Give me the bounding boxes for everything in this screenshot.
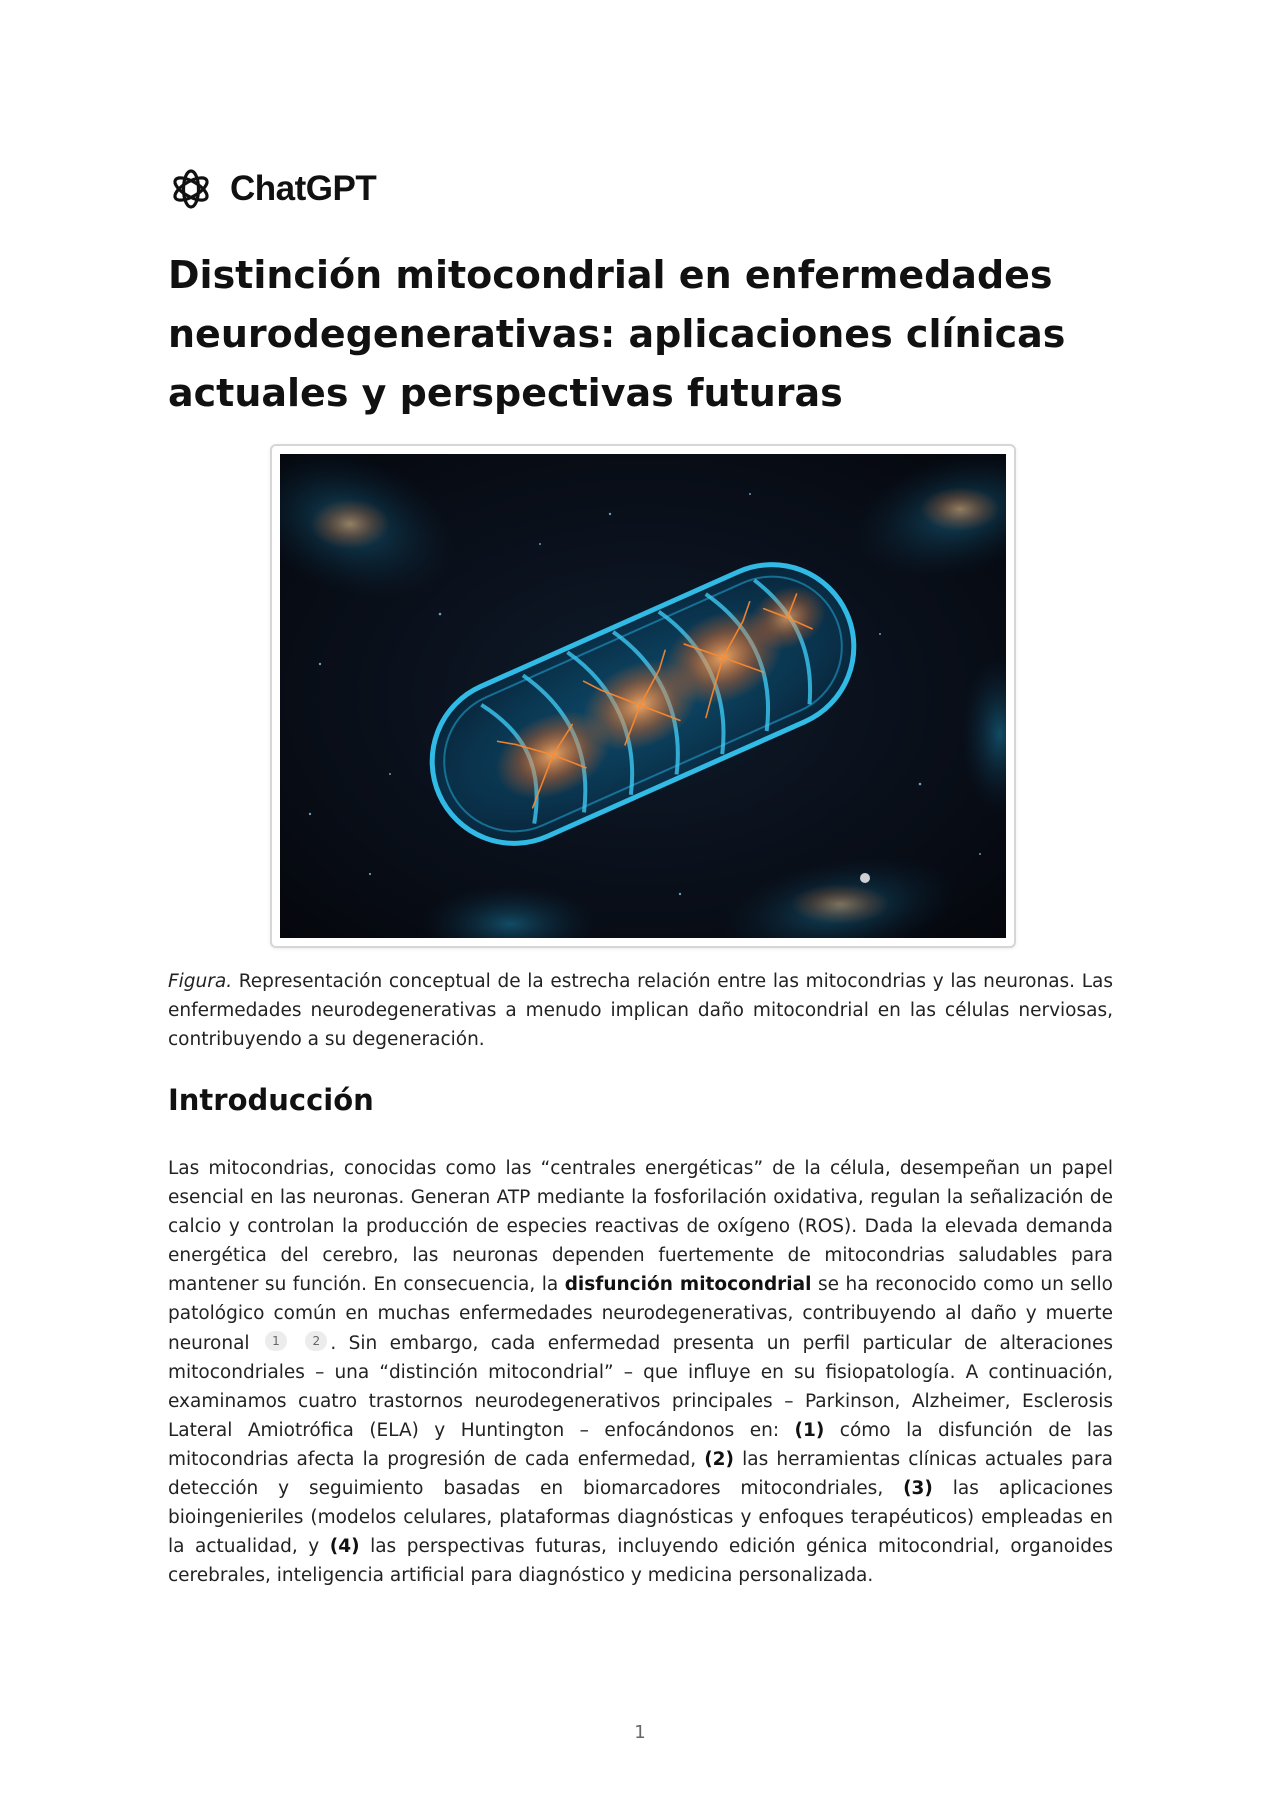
list-number-4: (4) bbox=[329, 1536, 360, 1558]
list-number-3: (3) bbox=[903, 1478, 933, 1500]
intro-text-part: . Sin embargo, cada enfermedad presenta un perfil particular de alteraciones mitocondriales – una “distinción mitocondrial” – que influye en su fisiopatología. A continuación, examinamos cuatro trastornos neurodegenerativos principales – Parkinson, Alzheimer, Esclerosis Lateral Amiotrófica (ELA) y Huntington – enfocándonos en: bbox=[168, 1332, 1113, 1441]
intro-text-part: se ha reconocido como un sello patológico común en muchas enfermedades neurodegenerativas, contribuyendo al daño y muerte neuronal bbox=[168, 1274, 1113, 1354]
figure-caption bbox=[168, 967, 1113, 1054]
intro-paragraph bbox=[168, 1154, 1113, 1590]
intro-bold-term: disfunción mitocondrial bbox=[564, 1274, 812, 1296]
mitochondria-illustration bbox=[280, 454, 1006, 938]
intro-text-part: las aplicaciones bioingenieriles (modelos celulares, plataformas diagnósticas y enfoques terapéuticos) empleadas en la actualidad, y bbox=[168, 1478, 1113, 1558]
page-number: 1 bbox=[634, 1722, 646, 1743]
openai-knot-logo-icon bbox=[168, 166, 214, 212]
figure-caption-text: Representación conceptual de la estrecha relación entre las mitocondrias y las neuronas. Las enfermedades neurodegenerativas a menudo implican daño mitocondrial en las células nerviosas, contribuyendo a su degeneración. bbox=[168, 971, 1113, 1050]
brand-name: ChatGPT bbox=[230, 169, 377, 208]
figure-frame bbox=[270, 444, 1016, 948]
intro-text-part: Las mitocondrias, conocidas como las “centrales energéticas” de la célula, desempeñan un papel esencial en las neuronas. Generan ATP mediante la fosforilación oxidativa, regulan la señalización de calcio y controlan la producción de especies reactivas de oxígeno (ROS). Dada la elevada demanda energética del cerebro, las neuronas dependen fuertemente de mitocondrias saludables para mantener su función. En consecuencia, la bbox=[168, 1158, 1113, 1296]
section-heading-introduccion: Introducción bbox=[168, 1083, 374, 1117]
list-number-1: (1) bbox=[794, 1419, 825, 1441]
intro-text-part: cómo la disfunción de las mitocondrias afecta la progresión de cada enfermedad, bbox=[168, 1419, 1113, 1470]
intro-text-part: las herramientas clínicas actuales para detección y seguimiento basadas en biomarcadores mitocondriales, bbox=[168, 1448, 1113, 1500]
list-number-2: (2) bbox=[704, 1448, 734, 1470]
intro-text-part: las perspectivas futuras, incluyendo edición génica mitocondrial, organoides cerebrales, inteligencia artificial para diagnóstico y medicina personalizada. bbox=[168, 1536, 1113, 1587]
citation-marker-2[interactable]: 2 bbox=[305, 1331, 327, 1351]
document-title: Distinción mitocondrial en enfermedades neurodegenerativas: aplicaciones clínicas actuales y perspectivas futuras bbox=[168, 253, 1066, 415]
citation-marker-1[interactable]: 1 bbox=[265, 1331, 287, 1351]
figure-caption-label: Figura. bbox=[168, 971, 233, 992]
brand-header bbox=[168, 166, 376, 212]
